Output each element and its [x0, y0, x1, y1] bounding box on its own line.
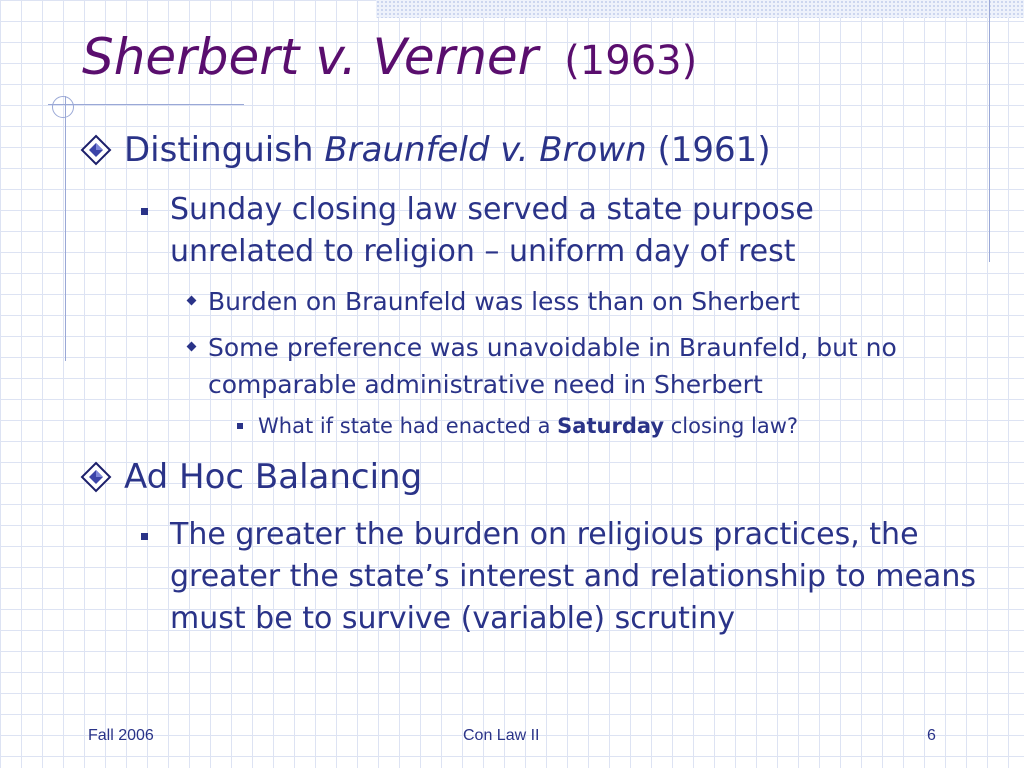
- square-bullet-icon: [141, 208, 148, 215]
- small-diamond-bullet-icon: [187, 296, 197, 306]
- bullet-item-ad-hoc: [124, 457, 984, 497]
- slide-title-year: (1963): [564, 38, 698, 84]
- bullet-item-burden: [208, 283, 998, 320]
- small-diamond-bullet-icon: [187, 342, 197, 352]
- footer-page-number: 6: [927, 727, 936, 744]
- slide-title: [82, 28, 697, 86]
- decorative-line: [65, 96, 66, 361]
- emphasis-text: Saturday: [557, 414, 665, 438]
- slide-title-case: Sherbert v. Verner: [82, 28, 539, 86]
- bullet-item-greater-burden: [170, 514, 1010, 640]
- item-text: Burden on Braunfeld was less than on Sherbert: [208, 287, 800, 316]
- item-text: Some preference was unavoidable in Braunfeld, but no comparable administrative need in Sherbert: [208, 333, 897, 399]
- square-bullet-icon: [141, 533, 148, 540]
- item-text: Sunday closing law served a state purpose unrelated to religion – uniform day of rest: [170, 192, 814, 269]
- case-name: Braunfeld v. Brown: [324, 130, 647, 170]
- bullet-item-sunday-closing: [170, 189, 960, 273]
- item-text: (1961): [646, 130, 771, 170]
- decorative-line: [989, 0, 990, 262]
- bullet-item-saturday: [258, 412, 978, 440]
- square-bullet-icon: [237, 423, 243, 429]
- footer-course: Con Law II: [463, 727, 540, 744]
- decorative-dot-band: [376, 0, 1024, 18]
- bullet-item-preference: [208, 329, 1008, 403]
- bullet-item-distinguish: [124, 130, 984, 170]
- footer-date: Fall 2006: [88, 727, 154, 744]
- item-text: What if state had enacted a: [258, 414, 558, 438]
- item-text: The greater the burden on religious practices, the greater the state’s interest and relationship to means must be to survive (variable) scrutiny: [170, 517, 976, 636]
- item-text: closing law?: [664, 414, 799, 438]
- item-text: Distinguish: [124, 130, 325, 170]
- decorative-line: [48, 104, 244, 105]
- item-text: Ad Hoc Balancing: [124, 457, 423, 497]
- decorative-circle: [52, 96, 74, 118]
